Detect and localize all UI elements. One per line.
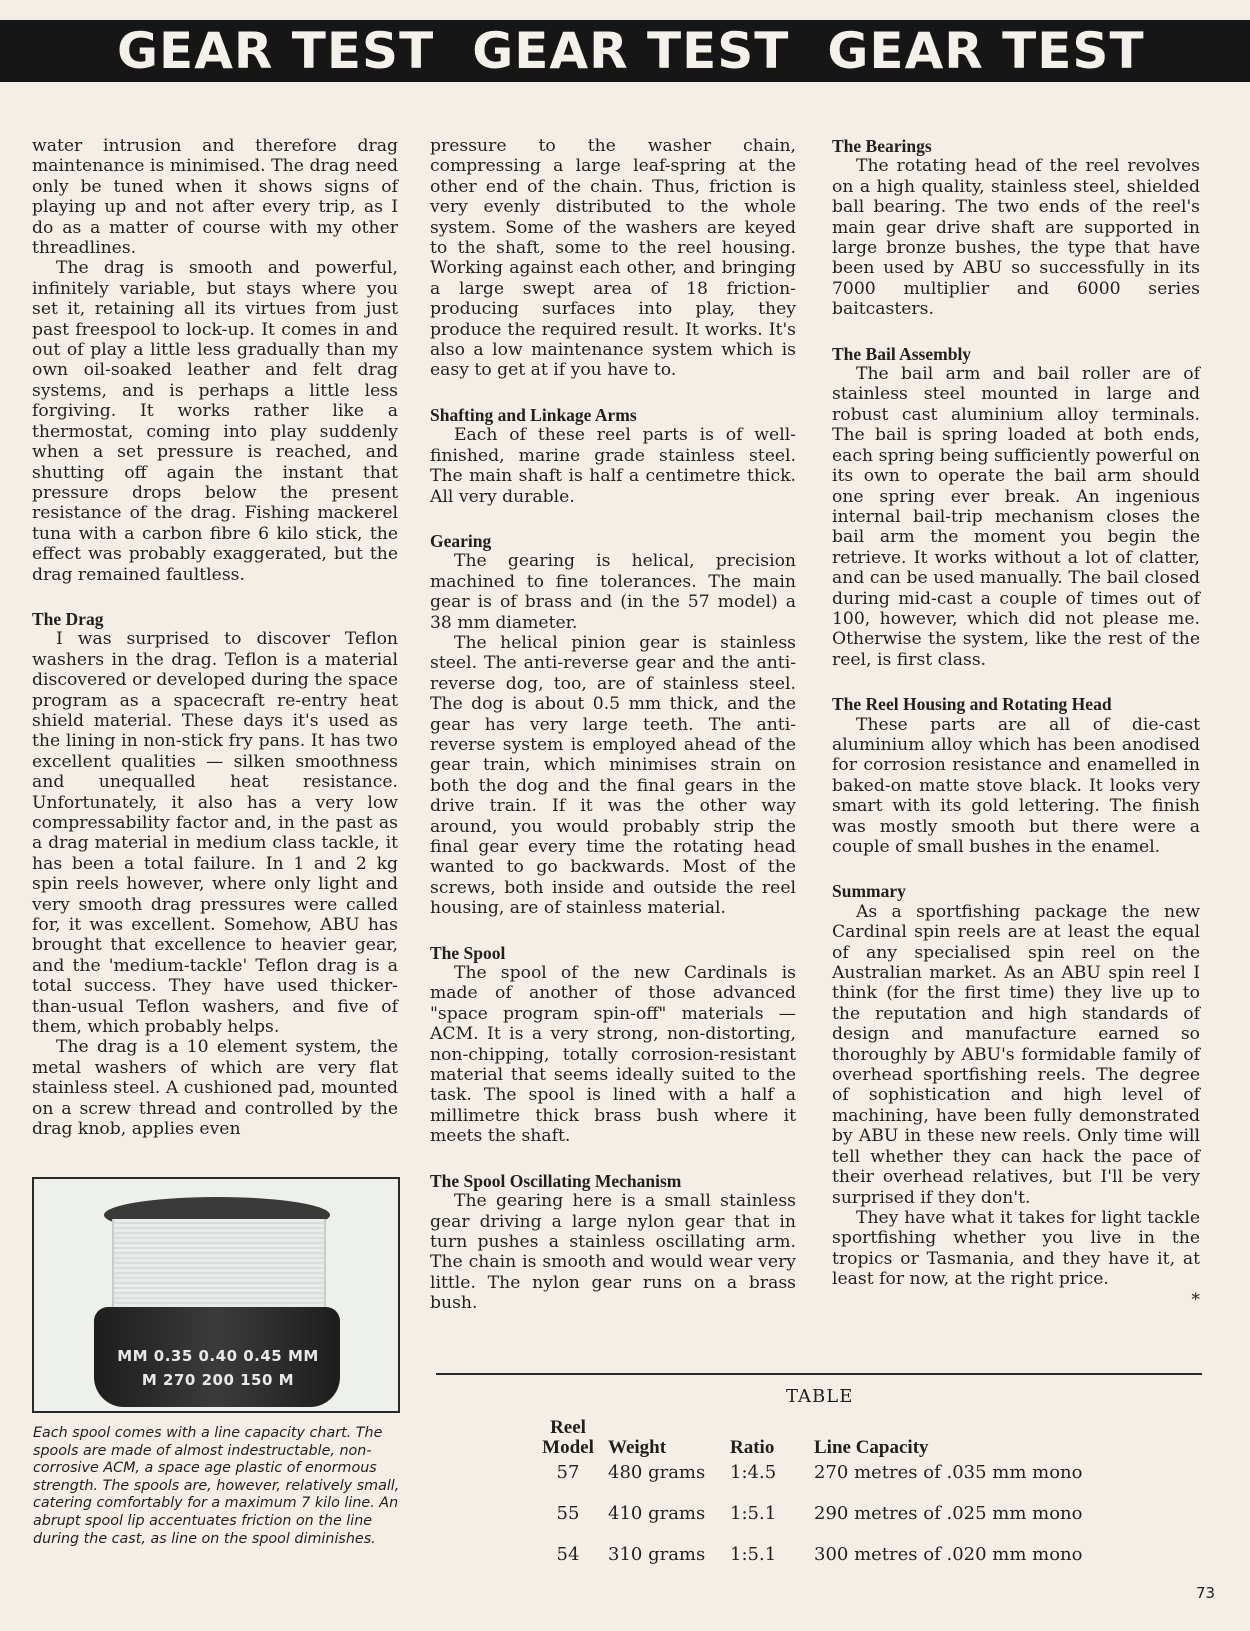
photo-caption: Each spool comes with a line capacity chart. The spools are made of almost indestructable, non-corrosive ACM, a space age plastic of enormous strength. The spools are, however, relatively small, catering comfortably for a maximum 7 kilo line. An abrupt spool lip accentuates friction on the line during the cast, as line on the spool diminishes. [33, 1425, 400, 1547]
header-reel-model: Reel Model [542, 1417, 594, 1458]
paragraph: water intrusion and therefore drag maintenance is minimised. The drag need only be tuned when it shows signs of playing up and not after every trip, as I do as a matter of course with my other threadlines. [32, 136, 398, 259]
cell-weight: 410 grams [608, 1503, 706, 1524]
table-header-row [528, 1418, 1082, 1462]
cell-weight: 310 grams [608, 1544, 706, 1565]
paragraph: The drag is a 10 element system, the metal washers of which are very flat stainless steel. A cushioned pad, mounted on a screw thread and controlled by the drag knob, applies even [32, 1037, 398, 1140]
paragraph: These parts are all of die-cast aluminium alloy which has been anodised for corrosion resistance and enamelled in baked-on matte stove black. It looks very smart with its gold lettering. The finish was mostly smooth but there were a couple of small bushes in the enamel. [832, 714, 1200, 857]
banner-word-1: GEAR TEST [117, 22, 435, 80]
table-divider [436, 1373, 1202, 1375]
paragraph: The gearing here is a small stainless gear driving a large nylon gear that in turn pushes a stainless oscillating arm. The chain is smooth and would wear very little. The nylon gear runs on a brass bush. [430, 1191, 796, 1314]
paragraph: The bail arm and bail roller are of stainless steel mounted in large and robust cast aluminium alloy terminals. The bail is spring loaded at both ends, each spring being sufficiently powerful on its own to operate the bail arm should one spring ever break. An ingenious internal bail-trip mechanism closes the bail arm the moment you begin the retrieve. It works without a lot of clatter, and can be used manually. The bail closed during mid-cast a couple of times out of 100, however, which did not please me. Otherwise the system, like the rest of the reel, is first class. [832, 364, 1200, 670]
spool-photo [32, 1177, 400, 1413]
paragraph: They have what it takes for light tackle sportfishing whether you live in the tropics or Tasmania, and they have it, at least for now, at the right price. [832, 1207, 1200, 1290]
header-line-capacity: Line Capacity [814, 1437, 929, 1458]
section-heading-shafting: Shafting and Linkage Arms [430, 404, 637, 425]
cell-capacity: 290 metres of .025 mm mono [814, 1503, 1083, 1524]
cell-capacity: 270 metres of .035 mm mono [814, 1462, 1083, 1483]
end-mark: * [1191, 1289, 1200, 1310]
table-row [528, 1544, 1082, 1585]
cell-ratio: 1:5.1 [730, 1503, 777, 1524]
header-weight: Weight [608, 1437, 667, 1458]
banner-word-3: GEAR TEST [827, 22, 1145, 80]
cell-weight: 480 grams [608, 1462, 706, 1483]
section-heading-oscillating: The Spool Oscillating Mechanism [430, 1170, 682, 1191]
table-title: TABLE [786, 1386, 854, 1407]
reel-spec-table [528, 1418, 1082, 1585]
cell-capacity: 300 metres of .020 mm mono [814, 1544, 1083, 1565]
table-row [528, 1503, 1082, 1544]
header-ratio: Ratio [730, 1437, 775, 1458]
paragraph: Each of these reel parts is of well-finished, marine grade stainless steel. The main shaft is half a centimetre thick. All very durable. [430, 425, 796, 507]
section-heading-housing: The Reel Housing and Rotating Head [832, 694, 1112, 715]
paragraph: The gearing is helical, precision machined to fine tolerances. The main gear is of brass and (in the 57 model) a 38 mm diameter. [430, 551, 796, 633]
section-heading-bail: The Bail Assembly [832, 343, 972, 364]
section-heading-summary: Summary [832, 881, 906, 902]
paragraph: The rotating head of the reel revolves on a high quality, stainless steel, shielded ball bearing. The two ends of the reel's main gear drive shaft are supported in large bronze bushes, the type that have been used by ABU so successfully in its 7000 multiplier and 6000 series baitcasters. [832, 156, 1200, 320]
article-column-3 [832, 136, 1200, 1310]
cell-ratio: 1:4.5 [730, 1462, 777, 1483]
paragraph: The spool of the new Cardinals is made of another of those advanced "space program spin-off" materials — ACM. It is a very strong, non-distorting, non-chipping, totally corrosion-resistant material that seems ideally suited to the task. The spool is lined with a half a millimetre thick brass bush where it meets the shaft. [430, 963, 796, 1147]
banner-word-2: GEAR TEST [472, 22, 790, 80]
paragraph: The helical pinion gear is stainless steel. The anti-reverse gear and the anti-reverse dog, too, are of stainless steel. The dog is about 0.5 mm thick, and the gear has very large teeth. The anti-reverse system is employed ahead of the gear train, which minimises strain on both the dog and the final gears in the drive train. If it was the other way around, you would probably strip the final gear every time the rotating head wanted to go backwards. Most of the screws, both inside and outside the reel housing, are of stainless material. [430, 632, 796, 919]
table-row [528, 1462, 1082, 1503]
line-capacity-chart-row-m: M 270 200 150 M [141, 1371, 295, 1389]
line-capacity-chart-row-mm: MM 0.35 0.40 0.45 MM [117, 1347, 319, 1365]
article-column-2 [430, 136, 796, 1314]
cell-model: 54 [556, 1544, 580, 1565]
paragraph: I was surprised to discover Teflon washers in the drag. Teflon is a material discovered or developed during the space program as a spacecraft re-entry heat shield material. These days it's used as the lining in non-stick fry pans. It has two excellent qualities — silken smoothness and unequalled heat resistance. Unfortunately, it also has a very low compressability factor and, in the past as a drag material in medium class tackle, it has been a total failure. In 1 and 2 kg spin reels however, where only light and very smooth drag pressures were called for, it was excellent. Somehow, ABU has brought that excellence to heavier gear, and the 'medium-tackle' Teflon drag is a total success. They have used thicker-than-usual Teflon washers, and five of them, which probably helps. [32, 629, 398, 1038]
page-number: 73 [1196, 1584, 1216, 1602]
section-heading-gearing: Gearing [430, 530, 492, 551]
paragraph: As a sportfishing package the new Cardinal spin reels are at least the equal of any specialised spin reel on the Australian market. As an ABU spin reel I think (for the first time) they live up to the reputation and high standards of design and manufacture earned so thoroughly by ABU's formidable family of overhead sportfishing reels. The degree of sophistication and high level of machining, have been fully demonstrated by ABU in these new reels. Only time will tell whether they can hack the pace of their overhead relatives, but I'll be very surprised if they don't. [832, 901, 1200, 1208]
cell-model: 57 [556, 1462, 580, 1483]
cell-model: 55 [556, 1503, 580, 1524]
cell-ratio: 1:5.1 [730, 1544, 777, 1565]
section-heading-bearings: The Bearings [832, 136, 932, 156]
gear-test-banner [0, 20, 1250, 82]
spool-line-wrap [112, 1219, 326, 1309]
paragraph: pressure to the washer chain, compressing a large leaf-spring at the other end of the chain. Thus, friction is very evenly distributed to the whole system. Some of the washers are keyed to the shaft, some to the reel housing. Working against each other, and bringing a large swept area of 18 friction-producing surfaces into play, they produce the required result. It works. It's also a low maintenance system which is easy to get at if you have to. [430, 136, 796, 381]
paragraph: The drag is smooth and powerful, infinitely variable, but stays where you set it, retaining all its virtues from just past freespool to lock-up. It comes in and out of play a little less gradually than my own oil-soaked leather and felt drag systems, and is perhaps a little less forgiving. It works rather like a thermostat, coming into play suddenly when a set pressure is reached, and shutting off again the instant that pressure drops below the present resistance of the drag. Fishing mackerel tuna with a carbon fibre 6 kilo stick, the effect was probably exaggerated, but the drag remained faultless. [32, 258, 398, 585]
section-heading-spool: The Spool [430, 942, 506, 963]
article-column-1 [32, 136, 398, 1140]
section-heading-drag: The Drag [32, 608, 104, 629]
